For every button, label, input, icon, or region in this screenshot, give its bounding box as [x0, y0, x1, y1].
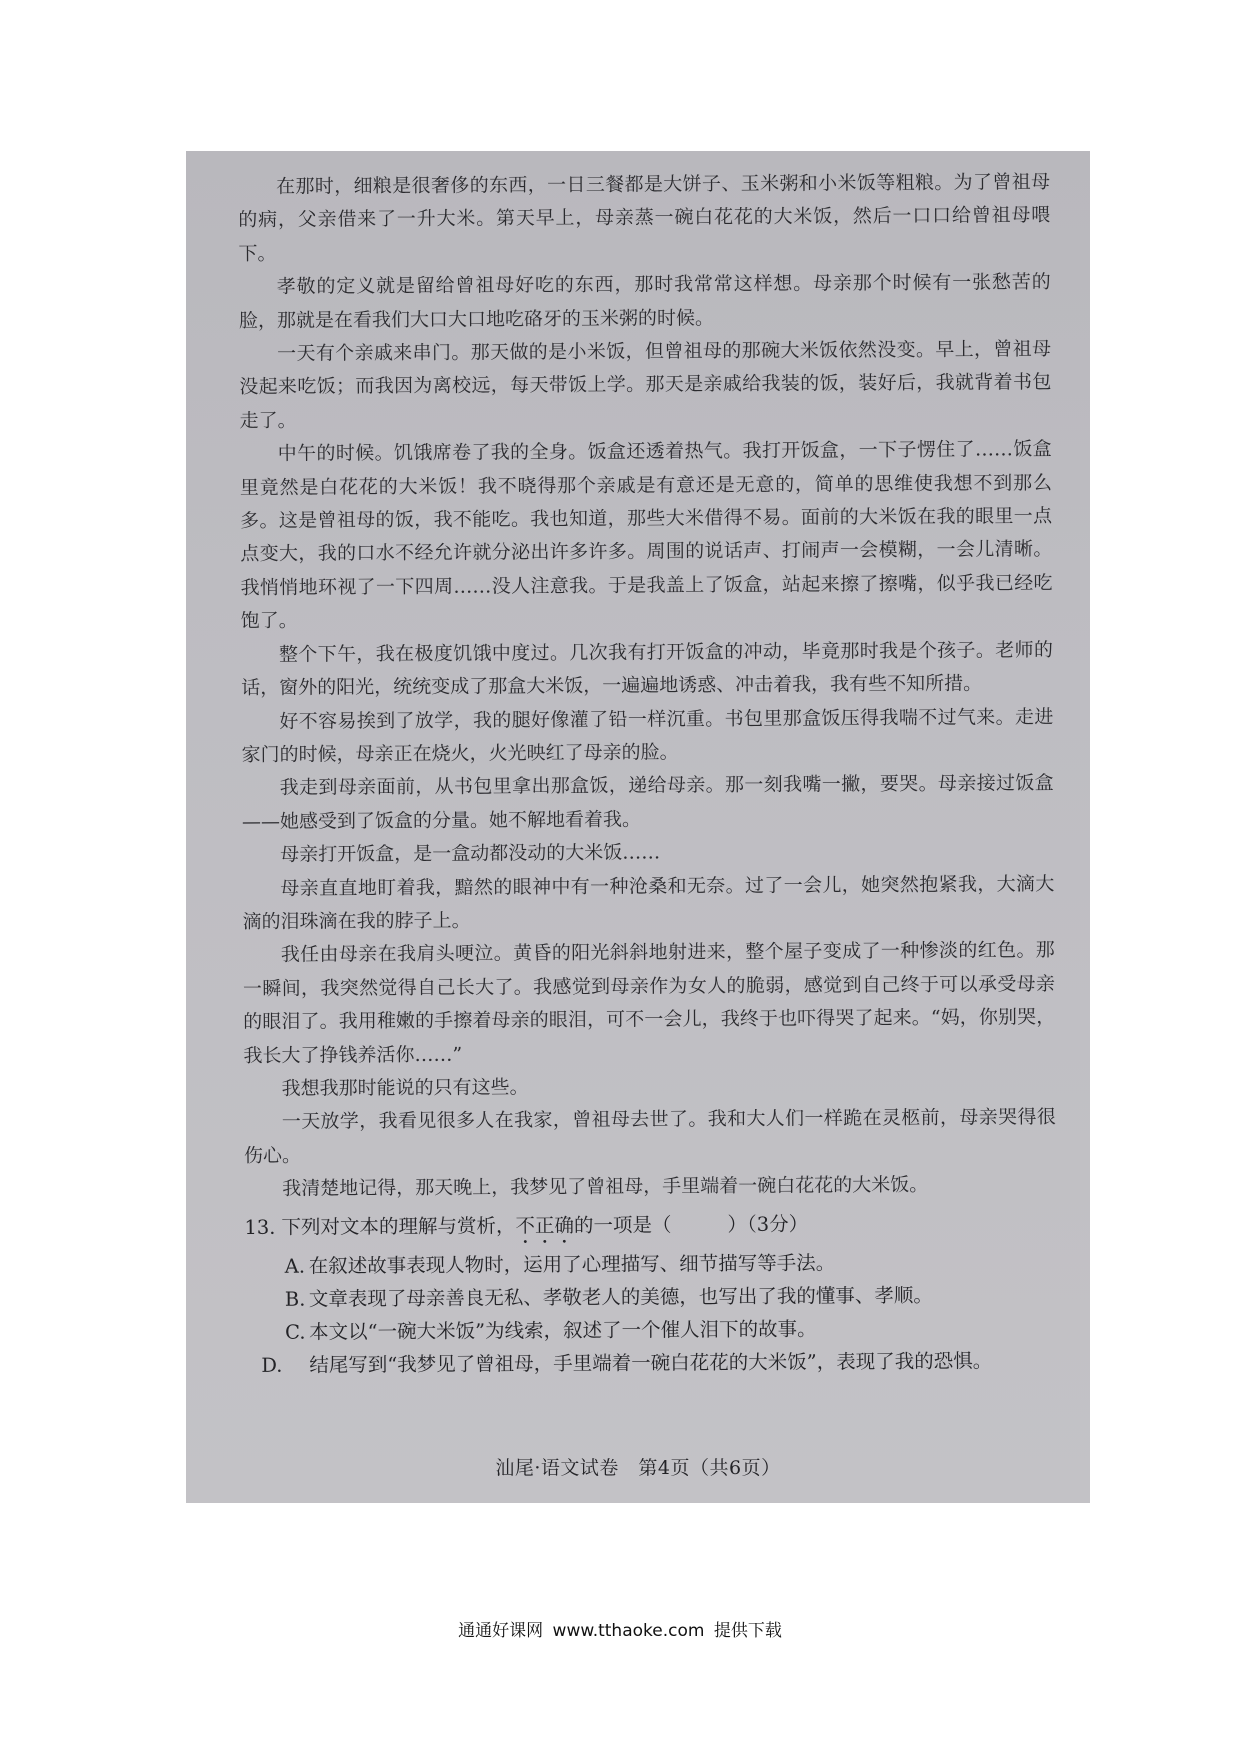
question-stem-text: ）（3分）	[727, 1212, 809, 1236]
question-stem-text: 的一项是（	[573, 1212, 672, 1237]
page-footer: 汕尾·语文试卷 第4页（共6页）	[495, 1457, 781, 1479]
question-13	[244, 1206, 1057, 1382]
site-footer	[0, 1616, 1240, 1641]
passage-paragraph: 好不容易挨到了放学，我的腿好像灌了铅一样沉重。书包里那盒饭压得我喘不过气来。走进家门的时候，母亲正在烧火，火光映红了母亲的脸。	[241, 705, 1054, 766]
passage-paragraph: 我清楚地记得，那天晚上，我梦见了曾祖母，手里端着一碗白花花的大米饭。	[282, 1173, 929, 1200]
option-text: 结尾写到“我梦见了曾祖母，手里端着一碗白花花的大米饭”，表现了我的恐惧。	[309, 1349, 993, 1377]
option-letter: B.	[284, 1287, 306, 1311]
passage-paragraph: 在那时，细粮是很奢侈的东西，一日三餐都是大饼子、玉米粥和小米饭等粗粮。为了曾祖母的病，父亲借来了一升大米。第天早上，母亲蒸一碗白花花的大米饭，然后一口口给曾祖母喂下。	[238, 171, 1051, 265]
option-a	[245, 1245, 1057, 1283]
passage-paragraph: 中午的时候。饥饿席卷了我的全身。饭盒还透着热气。我打开饭盒，一下子愣住了……饭盒里竟然是白花花的大米饭！我不晓得那个亲戚是有意还是无意的，简单的思维使我想不到那么多。这是曾祖母的饭，我不能吃。我也知道，那些大米借得不易。面前的大米饭在我的眼里一点点变大，我的口水不经允许就分泌出许多许多。周围的说话声、打闹声一会模糊，一会儿清晰。我悄悄地环视了一下四周……没人注意我。于是我盖上了饭盒，站起来擦了擦嘴，似乎我已经吃饱了。	[239, 438, 1053, 633]
option-letter: C.	[285, 1320, 306, 1344]
question-number: 13.	[244, 1215, 276, 1239]
passage	[238, 166, 1056, 1207]
option-text: 文章表现了母亲善良无私、孝敬老人的美德，也写出了我的懂事、孝顺。	[308, 1283, 933, 1311]
passage-paragraph: 我走到母亲面前，从书包里拿出那盒饭，递给母亲。那一刻我嘴一撇，要哭。母亲接过饭盒——她感受到了饭盒的分量。她不解地看着我。	[241, 772, 1054, 833]
page-content	[238, 166, 1057, 1382]
option-b	[245, 1278, 1057, 1316]
option-letter: A.	[284, 1254, 306, 1278]
site-url[interactable]: www.tthaoke.com	[552, 1621, 705, 1641]
passage-paragraph: 一天有个亲戚来串门。那天做的是小米饭，但曾祖母的那碗大米饭依然没变。早上，曾祖母没起来吃饭；而我因为离校远，每天带饭上学。那天是亲戚给我装的饭，装好后，我就背着书包走了。	[239, 338, 1052, 432]
question-stem-emphasis: 不正确	[515, 1213, 575, 1237]
passage-paragraph: 母亲直直地盯着我，黯然的眼神中有一种沧桑和无奈。过了一会儿，她突然抱紧我，大滴大滴的泪珠滴在我的脖子上。	[242, 872, 1055, 933]
option-d	[245, 1344, 1057, 1382]
site-suffix: 提供下载	[713, 1621, 782, 1641]
passage-paragraph: 孝敬的定义就是留给曾祖母好吃的东西，那时我常常这样想。母亲那个时候有一张愁苦的脸，那就是在看我们大口大口地吃硌牙的玉米粥的时候。	[238, 271, 1051, 332]
option-text: 本文以“一碗大米饭”为线索，叙述了一个催人泪下的故事。	[309, 1317, 817, 1344]
passage-paragraph: 母亲打开饭盒，是一盒动都没动的大米饭……	[280, 841, 661, 866]
site-name: 通通好课网	[458, 1621, 544, 1641]
passage-paragraph: 整个下午，我在极度饥饿中度过。几次我有打开饭盒的冲动，毕竟那时我是个孩子。老师的话，窗外的阳光，统统变成了那盒大米饭，一遍遍地诱惑、冲击着我，我有些不知所措。	[241, 638, 1054, 700]
question-stem-text: 下列对文本的理解与赏析，	[281, 1213, 516, 1239]
passage-paragraph: 一天放学，我看见很多人在我家，曾祖母去世了。我和大人们一样跪在灵柩前，母亲哭得很伤心。	[243, 1106, 1056, 1167]
scanned-exam-page-photo	[186, 151, 1090, 1503]
question-stem	[244, 1206, 1056, 1250]
option-c	[245, 1311, 1057, 1349]
passage-paragraph: 我任由母亲在我肩头哽泣。黄昏的阳光斜斜地射进来，整个屋子变成了一种惨淡的红色。那一瞬间，我突然觉得自己长大了。我感觉到母亲作为女人的脆弱，感觉到自己终于可以承受母亲的眼泪了。我用稚嫩的手擦着母亲的眼泪，可不一会儿，我终于也吓得哭了起来。“妈，你别哭，我长大了挣钱养活你……”	[242, 939, 1056, 1067]
passage-paragraph: 我想我那时能说的只有这些。	[281, 1076, 529, 1100]
option-text: 在叙述故事表现人物时，运用了心理描写、细节描写等手法。	[308, 1250, 836, 1278]
option-letter: D.	[261, 1353, 283, 1377]
